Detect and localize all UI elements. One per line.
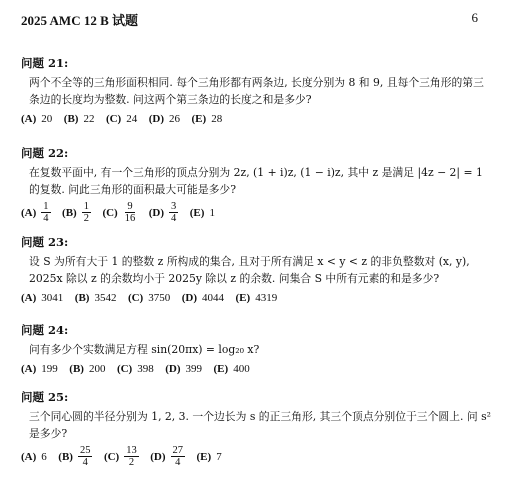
- choice-e: (E) 1: [189, 207, 215, 219]
- choice-e: (E) 4319: [235, 291, 278, 304]
- choice-b: (B) $\frac{1}{2}$: [62, 201, 89, 224]
- problem-title: 问题 21:: [21, 56, 69, 70]
- problem-statement: 问有多少个实数满足方程 sin(20πx) = log₂₀ x?: [29, 343, 260, 356]
- answer-choices: [21, 290, 491, 304]
- page-number: 6: [471, 10, 478, 25]
- problem-21: [21, 55, 491, 125]
- answer-choices: [21, 111, 491, 125]
- choice-e: (E) 400: [213, 362, 250, 375]
- choice-b: (B) $\frac{25}{4}$: [58, 445, 91, 468]
- fraction: $\frac{9}{16}$: [124, 201, 136, 224]
- choice-c: (C) 3750: [127, 291, 171, 304]
- choice-d: (D) $\frac{3}{4}$: [148, 201, 177, 224]
- choice-d: (D) 26: [148, 112, 181, 125]
- choice-b: (B) 200: [69, 362, 106, 375]
- problem-statement: 两个不全等的三角形面积相同. 每个三角形都有两条边, 长度分别为 8 和 9, 且每个三角形的第三条边的长度均为整数. 问这两个第三条边的长度之和是多少?: [29, 76, 484, 106]
- problem-statement: 在复数平面中, 有一个三角形的顶点分别为 2z, (1 + i)z, (1 − i)z, 其中 z 是满足 |4z − 2| = 1 的复数. 问此三角形的面积最大可能是多少?: [29, 166, 483, 196]
- problem-statement: 设 S 为所有大于 1 的整数 z 所构成的集合, 且对于所有满足 x < y < z 的非负整数对 (x, y), 2025x 除以 z 的余数均小于 2025y 除以 z 的余数. 问集合 S 中所有元素的和是多少?: [29, 255, 470, 285]
- choice-d: (D) $\frac{27}{4}$: [150, 445, 184, 468]
- problem-title: 问题 23:: [21, 235, 69, 249]
- problem-23: [21, 234, 491, 304]
- problem-25: [21, 389, 491, 468]
- choice-c: (C) $\frac{13}{2}$: [103, 445, 137, 468]
- choice-b: (B) 3542: [74, 291, 117, 304]
- choice-a: (A) 20: [21, 112, 53, 125]
- choice-d: (D) 4044: [181, 291, 225, 304]
- choice-e: (E) 28: [191, 112, 223, 125]
- answer-choices: [21, 201, 491, 224]
- page-header: [21, 10, 478, 28]
- choice-c: (C) $\frac{9}{16}$: [102, 201, 136, 224]
- choice-c: (C) 24: [105, 112, 138, 125]
- fraction: $\frac{1}{4}$: [43, 201, 49, 224]
- fraction: $\frac{1}{2}$: [83, 201, 89, 224]
- choice-a: (A) 199: [21, 362, 58, 375]
- choice-c: (C) 398: [116, 362, 154, 375]
- fraction: $\frac{27}{4}$: [172, 445, 184, 468]
- problem-statement: 三个同心圆的半径分别为 1, 2, 3. 一个边长为 s 的正三角形, 其三个顶点分别位于三个圆上. 问 s² 是多少?: [29, 410, 491, 440]
- choice-a: (A) 3041: [21, 291, 64, 304]
- problem-22: [21, 145, 491, 224]
- answer-choices: [21, 445, 491, 468]
- choice-a: (A) 6: [21, 451, 47, 463]
- problem-title: 问题 22:: [21, 146, 69, 160]
- choice-a: (A) $\frac{1}{4}$: [21, 201, 49, 224]
- fraction: $\frac{25}{4}$: [79, 445, 91, 468]
- choice-b: (B) 22: [63, 112, 95, 125]
- problem-title: 问题 24:: [21, 323, 69, 337]
- fraction: $\frac{13}{2}$: [126, 445, 137, 468]
- document-title: 2025 AMC 12 B 试题: [21, 13, 139, 28]
- answer-choices: [21, 361, 491, 375]
- choice-d: (D) 399: [165, 362, 203, 375]
- fraction: $\frac{3}{4}$: [171, 201, 177, 224]
- choice-e: (E) 7: [196, 451, 222, 463]
- problem-title: 问题 25:: [21, 390, 69, 404]
- problem-24: [21, 322, 491, 375]
